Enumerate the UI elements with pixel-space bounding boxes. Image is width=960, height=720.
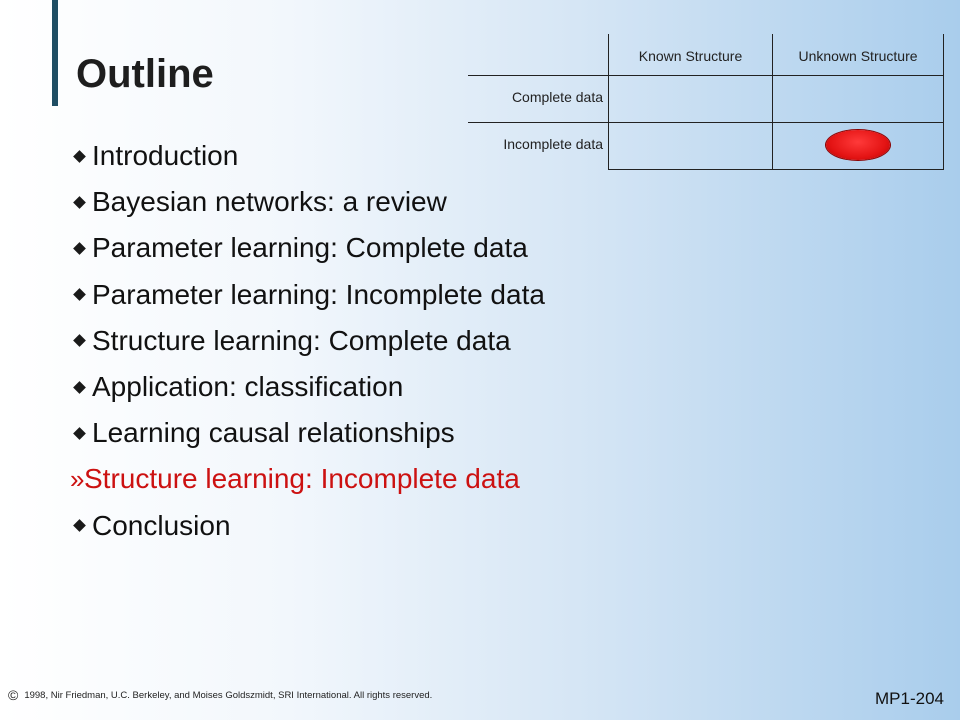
diamond-bullet-icon: [73, 242, 86, 255]
bullet-text: Parameter learning: Incomplete data: [92, 278, 545, 310]
table-line: [468, 122, 944, 123]
list-item: [72, 179, 545, 225]
outline-bullet-list: [72, 133, 545, 549]
bullet-text: Parameter learning: Complete data: [92, 232, 528, 264]
table-line: [468, 75, 944, 76]
diamond-bullet-icon: [73, 334, 86, 347]
diamond-bullet-icon: [73, 196, 86, 209]
bullet-text: Structure learning: Incomplete data: [84, 463, 520, 495]
table-line: [943, 34, 944, 170]
column-header-unknown-structure: Unknown Structure: [798, 48, 918, 64]
table-line: [608, 169, 944, 170]
list-item: [72, 410, 545, 456]
list-item: [72, 364, 545, 410]
copyright-text: 1998, Nir Friedman, U.C. Berkeley, and Moises Goldszmidt, SRI International. All rights reserved.: [24, 690, 433, 701]
bullet-text: Application: classification: [92, 371, 404, 403]
row-header-incomplete-data: Incomplete data: [503, 136, 603, 152]
bullet-text: Bayesian networks: a review: [92, 186, 447, 218]
diamond-bullet-icon: [73, 519, 86, 532]
list-item: [72, 318, 545, 364]
highlight-ellipse-marker: [826, 130, 890, 160]
column-header-known-structure: Known Structure: [638, 48, 743, 64]
bullet-text: Learning causal relationships: [92, 417, 455, 449]
copyright-symbol: ©: [8, 687, 19, 703]
diamond-bullet-icon: [73, 427, 86, 440]
diamond-bullet-icon: [73, 381, 86, 394]
list-item: [72, 272, 545, 318]
list-item: [72, 503, 545, 549]
list-item: [72, 225, 545, 271]
chevron-bullet-icon: »: [70, 463, 85, 494]
footer-copyright: [8, 687, 432, 703]
slide-id: MP1-204: [875, 689, 944, 708]
current-list-item: [72, 456, 545, 502]
diamond-bullet-icon: [73, 150, 86, 163]
bullet-text: Structure learning: Complete data: [92, 324, 511, 356]
slide-title: Outline: [76, 52, 214, 96]
list-item: [72, 133, 545, 179]
bullet-text: Introduction: [92, 140, 239, 172]
bullet-text: Conclusion: [92, 509, 231, 541]
row-header-complete-data: Complete data: [511, 89, 603, 105]
diamond-bullet-icon: [73, 288, 86, 301]
